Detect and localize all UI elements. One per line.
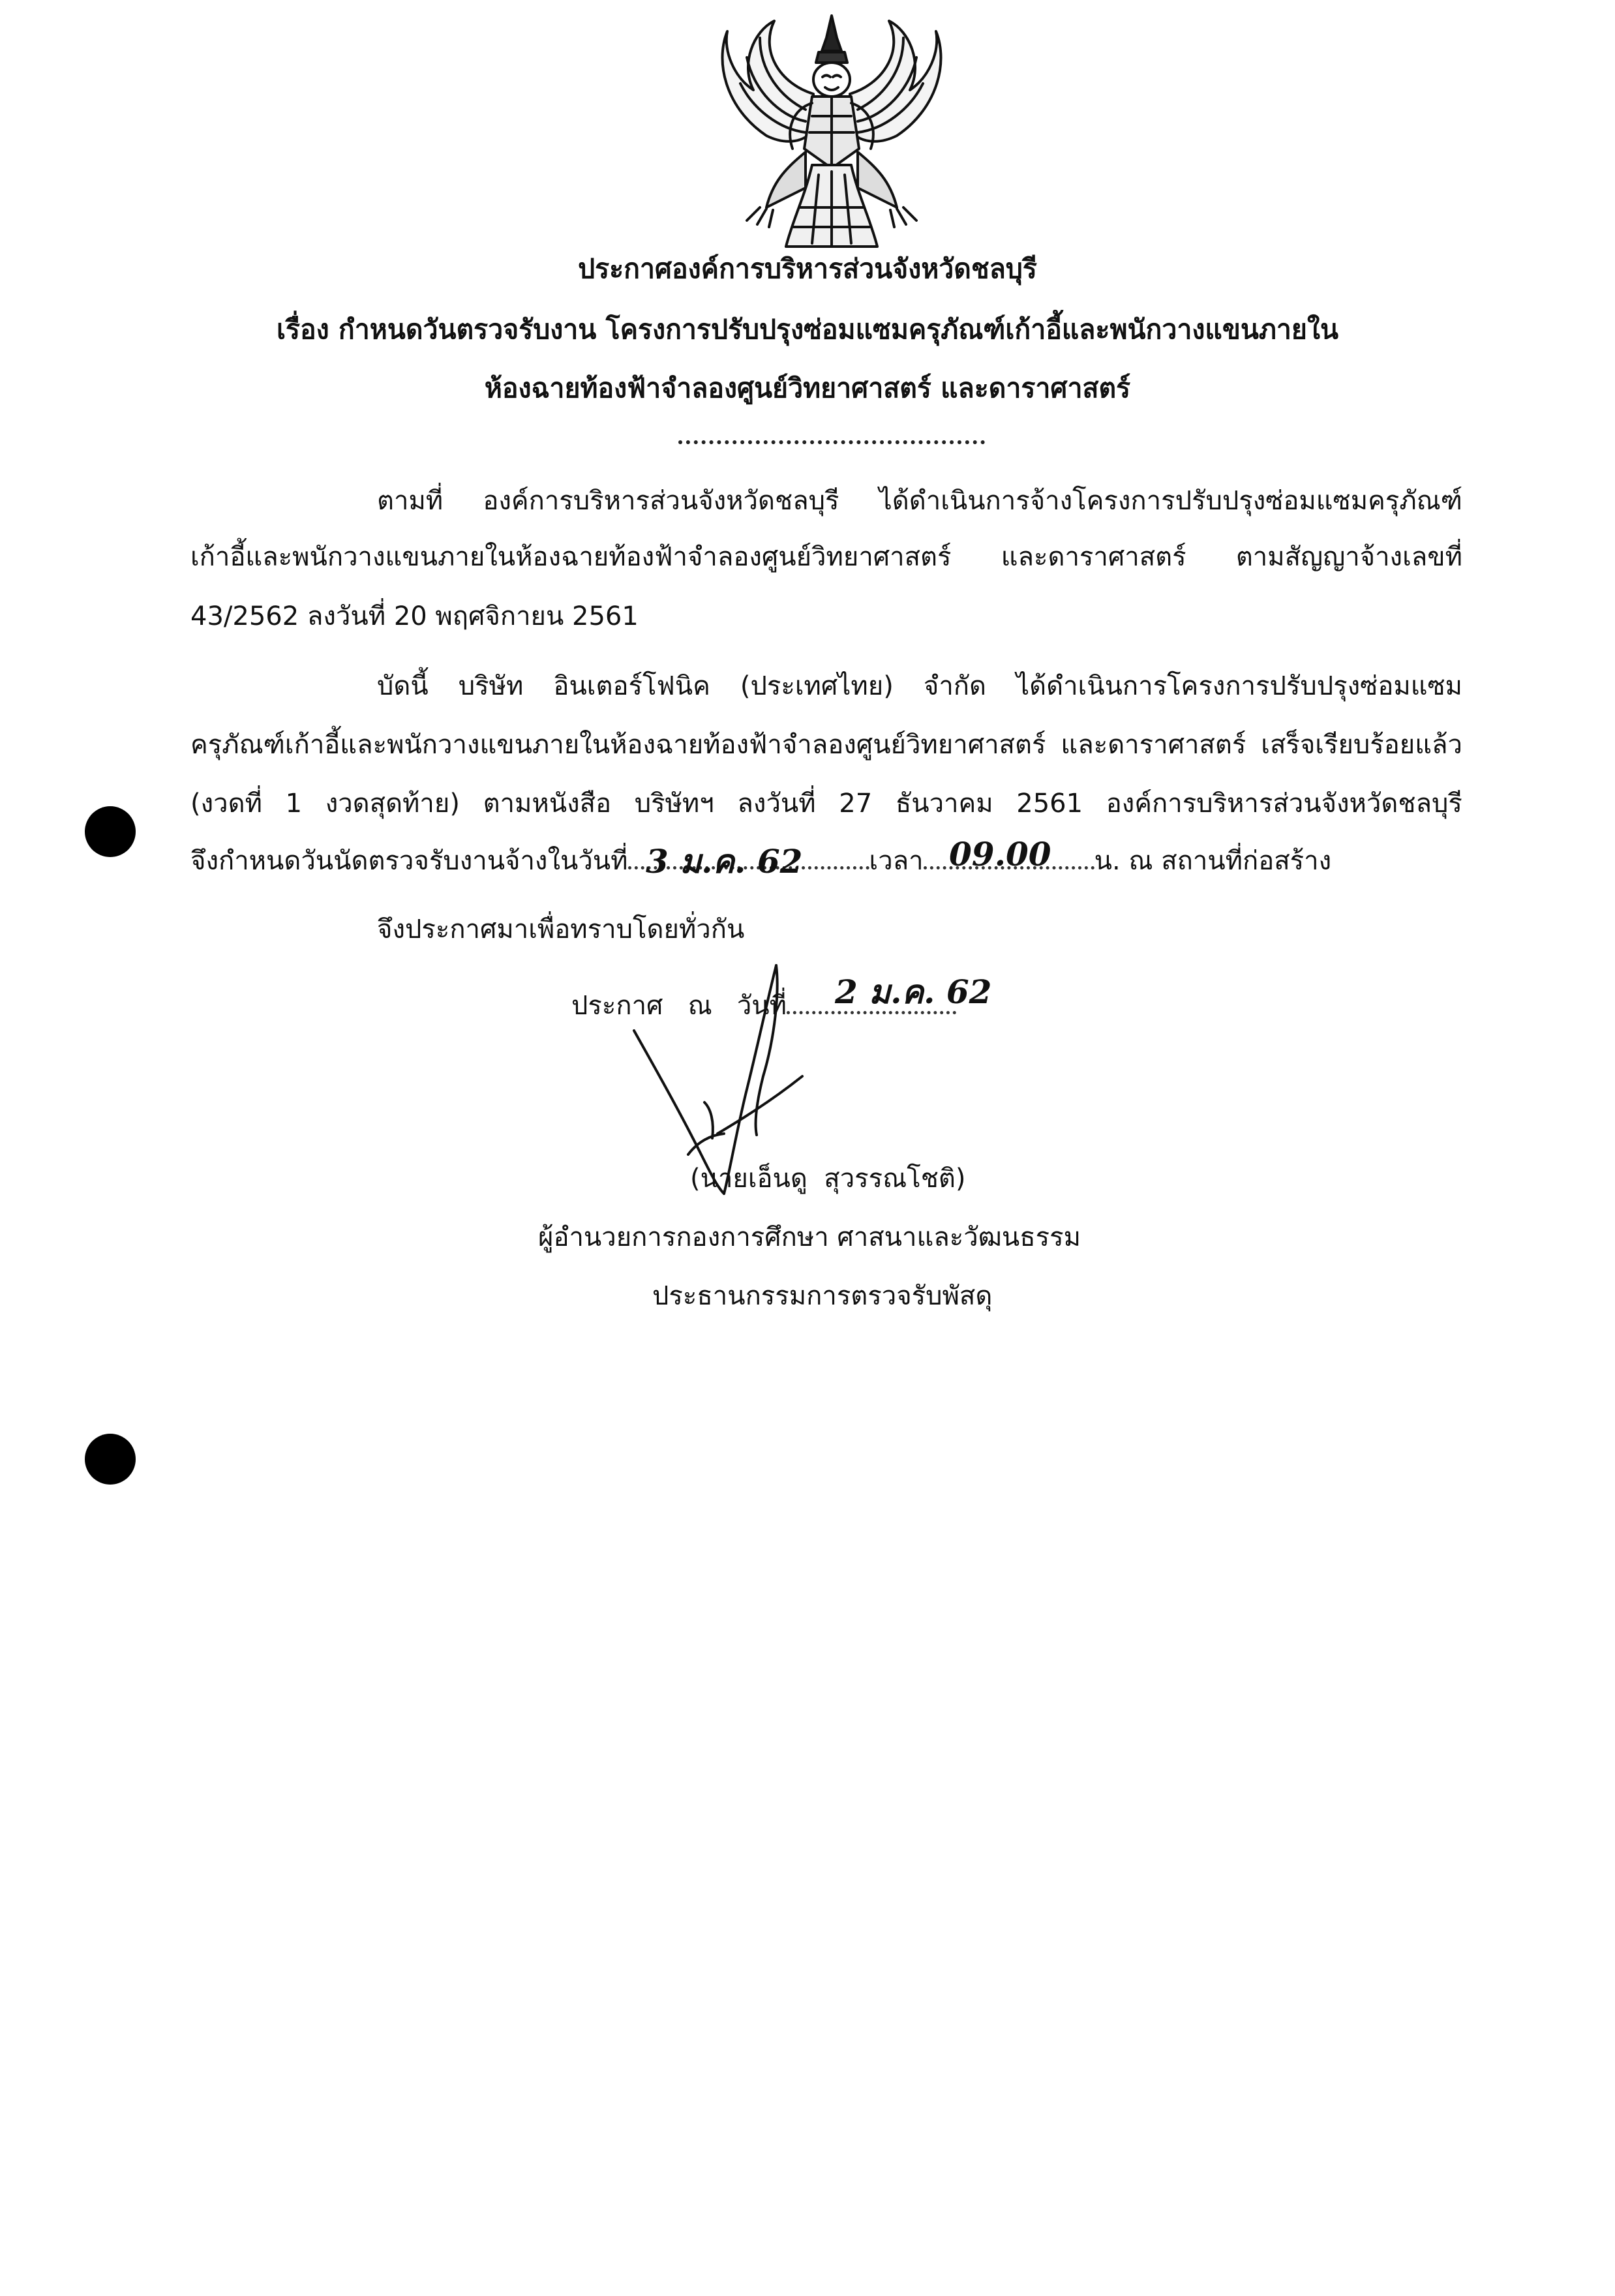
p2-l2-word: และดาราศาสตร์ [1061, 730, 1246, 760]
p2-l3-word: บริษัทฯ [634, 789, 714, 819]
signatory-name: (นายเอ็นดู สุวรรณโชติ) [690, 1164, 966, 1194]
p2-l2-word: เสร็จเรียบร้อยแล้ว [1261, 730, 1462, 760]
paragraph2-line3 [190, 791, 1462, 817]
announcement-title: ประกาศองค์การบริหารส่วนจังหวัดชลบุรี [578, 253, 1037, 284]
punch-hole-bottom [85, 1434, 136, 1485]
paragraph1-line3: 43/2562 ลงวันที่ 20 พฤศจิกายน 2561 [190, 601, 639, 631]
p2-l3-word: ลงวันที่ [737, 789, 816, 819]
inspection-date-prefix: จึงกำหนดวันนัดตรวจรับงานจ้างในวันที่ [190, 846, 628, 876]
subject-line: เรื่อง กำหนดวันตรวจรับงาน โครงการปรับปรุงซ่อมแซมครุภัณฑ์เก้าอี้และพนักวางแขนภายใน [276, 314, 1338, 345]
p2-l1-word: อินเตอร์โฟนิค [553, 671, 710, 701]
p1-l1-word: ตามที่ [377, 486, 444, 516]
time-label: เวลา [869, 846, 924, 876]
paragraph2-line2 [190, 732, 1462, 758]
garuda-emblem-icon [714, 12, 949, 254]
paragraph2-line1 [377, 673, 1462, 699]
paragraph1-line2 [190, 544, 1462, 570]
inspection-place-suffix: น. ณ สถานที่ก่อสร้าง [1094, 846, 1332, 876]
paragraph1-line1 [377, 488, 1462, 514]
closing-statement: จึงประกาศมาเพื่อทราบโดยทั่วกัน [377, 914, 745, 944]
p2-l3-word: 1 [285, 789, 303, 819]
signatory-position: ผู้อำนวยการกองการศึกษา ศาสนาและวัฒนธรรม [538, 1222, 1081, 1252]
p2-l1-word: บัดนี้ [377, 671, 429, 701]
signatory-role: ประธานกรรมการตรวจรับพัสดุ [652, 1281, 993, 1311]
p2-l1-word: (ประเทศไทย) [740, 671, 894, 701]
subject-line-continued: ห้องฉายท้องฟ้าจำลองศูนย์วิทยาศาสตร์ และดาราศาสตร์ [484, 372, 1131, 404]
p2-l3-word: (งวดที่ [190, 789, 262, 819]
p2-l3-word: 2561 [1016, 789, 1083, 819]
punch-hole-top [85, 806, 136, 857]
p2-l3-word: งวดสุดท้าย) [325, 789, 460, 819]
handwritten-inspection-date: 3 ม.ค. 62 [646, 842, 803, 881]
p2-l3-word: องค์การบริหารส่วนจังหวัดชลบุรี [1106, 789, 1462, 819]
dotted-separator [678, 440, 985, 444]
p2-l2-word: ครุภัณฑ์เก้าอี้และพนักวางแขนภายในห้องฉายท้องฟ้าจำลองศูนย์วิทยาศาสตร์ [190, 730, 1046, 760]
handwritten-inspection-time: 09.00 [949, 835, 1051, 873]
p1-l2-word: เก้าอี้และพนักวางแขนภายในห้องฉายท้องฟ้าจำลองศูนย์วิทยาศาสตร์ [190, 542, 952, 572]
p1-l1-word: องค์การบริหารส่วนจังหวัดชลบุรี [483, 486, 839, 516]
p2-l3-word: ธันวาคม [895, 789, 993, 819]
p1-l1-word: ได้ดำเนินการจ้างโครงการปรับปรุงซ่อมแซมครุภัณฑ์ [879, 486, 1462, 516]
announce-date-label: ประกาศ ณ วันที่ [571, 991, 787, 1021]
handwritten-announce-date: 2 ม.ค. 62 [835, 973, 992, 1011]
p1-l2-word: ตามสัญญาจ้างเลขที่ [1235, 542, 1462, 572]
p2-l1-word: จำกัด [923, 671, 986, 701]
p2-l1-word: บริษัท [458, 671, 524, 701]
p1-l2-word: และดาราศาสตร์ [1001, 542, 1186, 572]
p2-l3-word: 27 [839, 789, 873, 819]
p2-l1-word: ได้ดำเนินการโครงการปรับปรุงซ่อมแซม [1016, 671, 1462, 701]
p2-l3-word: ตามหนังสือ [483, 789, 612, 819]
